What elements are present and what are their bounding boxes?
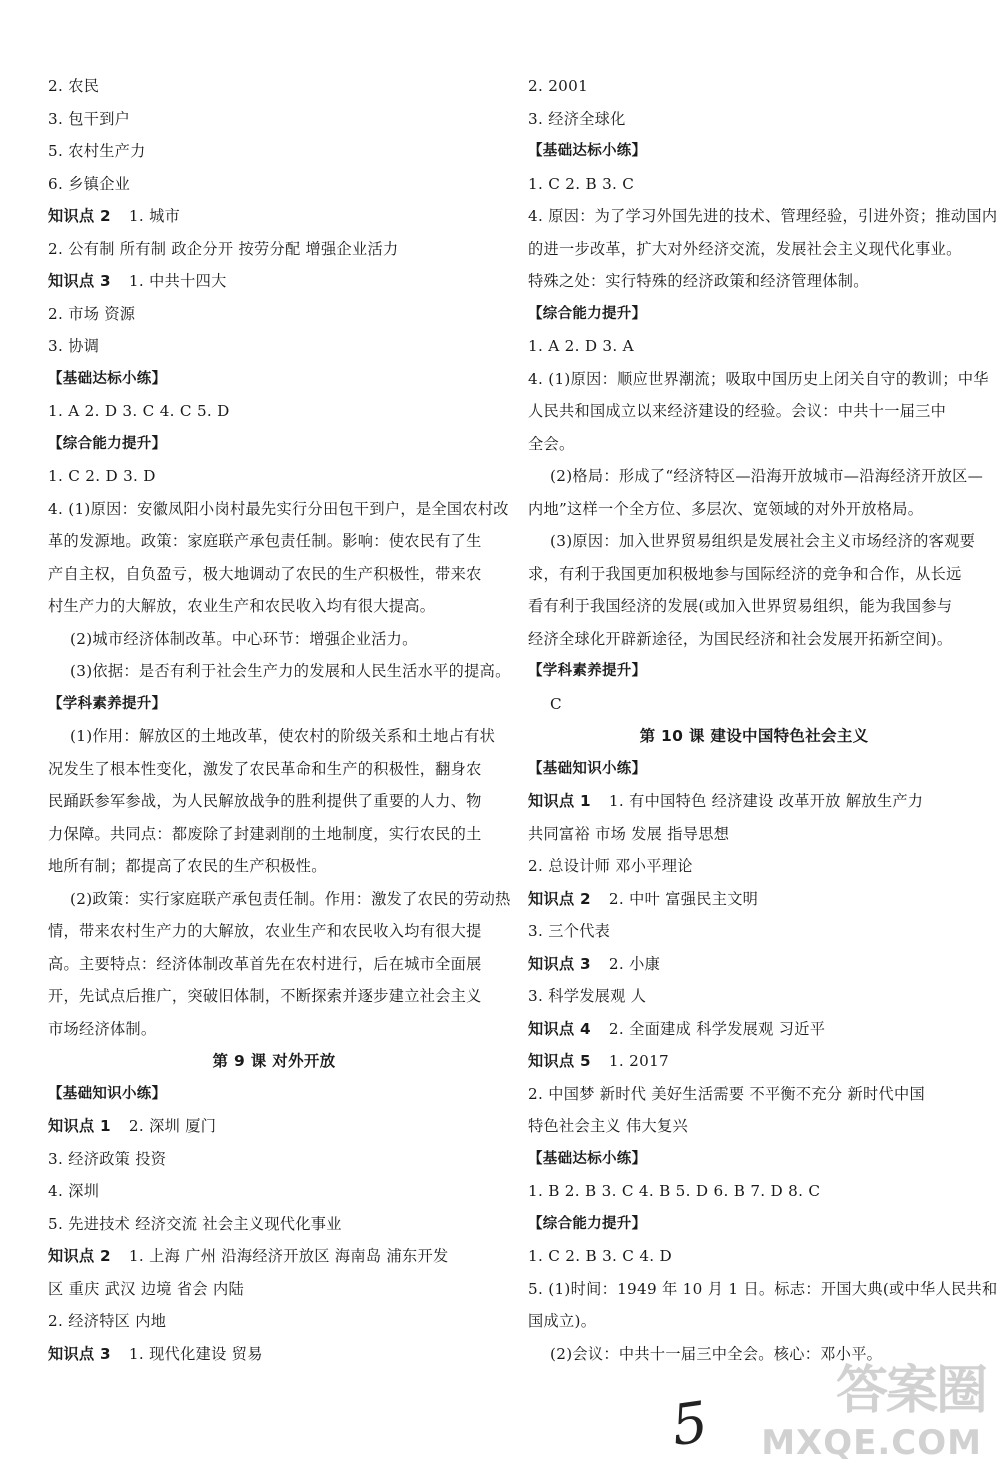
answer-continuation: 求，有利于我国更加积极地参与国际经济的竞争和合作，从长远 [528, 564, 962, 583]
answer-continuation: 产自主权，自负盈亏，极大地调动了农民的生产积极性，带来农 [48, 564, 482, 583]
knowledge-point-line [528, 785, 980, 818]
section-heading: 【基础达标小练】 [528, 143, 647, 159]
answer-line: 共同富裕 市场 发展 指导思想 [528, 824, 730, 843]
answer-line: 特色社会主义 伟大复兴 [528, 1117, 689, 1135]
lesson-title: 第 9 课 对外开放 [212, 1052, 336, 1070]
answer-line: 2. 农民 [48, 77, 100, 95]
answer-continuation: 的进一步改革，扩大对外经济交流，发展社会主义现代化事业。 [528, 239, 962, 258]
knowledge-point-label: 知识点 2 [48, 1247, 111, 1265]
section-heading: 【综合能力提升】 [528, 1215, 647, 1232]
knowledge-point-label: 知识点 2 [48, 207, 111, 225]
answer-subitem: (3)依据：是否有利于社会生产力的发展和人民生活水平的提高。 [70, 662, 511, 680]
answer-continuation: 情，带来农村生产力的大解放，农业生产和农民收入均有很大提 [48, 922, 482, 940]
answer-continuation: 民踊跃参军参战，为人民解放战争的胜利提供了重要的人力、物 [48, 792, 482, 810]
answer-line: 3. 三个代表 [528, 922, 611, 940]
knowledge-point-line [48, 1110, 500, 1143]
answer-subitem: (2)会议：中共十一届三中全会。核心：邓小平。 [550, 1344, 883, 1363]
answer-subitem: (2)城市经济体制改革。中心环节：增强企业活力。 [70, 629, 418, 648]
section-heading: 【基础达标小练】 [528, 1150, 647, 1167]
watermark-url: MXQE.COM [761, 1423, 982, 1463]
answer-continuation: 开，先试点后推广，突破旧体制，不断探索并逐步建立社会主义 [48, 987, 482, 1005]
right-column [528, 70, 998, 1370]
knowledge-point-label: 知识点 1 [48, 1117, 111, 1135]
watermark-text: 答案圈 [835, 1361, 986, 1421]
knowledge-point-answer: 1. 2017 [608, 1052, 669, 1070]
knowledge-point-answer: 1. 有中国特色 经济建设 改革开放 解放生产力 [608, 792, 924, 810]
answer-line: 2. 市场 资源 [48, 304, 136, 323]
knowledge-point-line [48, 200, 500, 233]
answer-subitem: (2)格局：形成了“经济特区—沿海开放城市—沿海经济开放区— [550, 467, 984, 485]
answer-line: 4. (1)原因：顺应世界潮流；吸取中国历史上闭关自守的教训；中华 [528, 369, 989, 388]
knowledge-point-answer: 1. 上海 广州 沿海经济开放区 海南岛 浦东开发 [128, 1247, 449, 1265]
knowledge-point-label: 知识点 5 [528, 1052, 591, 1070]
answer-line: 5. 先进技术 经济交流 社会主义现代化事业 [48, 1214, 342, 1233]
knowledge-point-label: 知识点 4 [528, 1019, 591, 1038]
knowledge-point-answer: 2. 小康 [608, 954, 661, 973]
answer-line: 5. 农村生产力 [48, 142, 146, 160]
section-heading: 【基础知识小练】 [48, 1085, 167, 1102]
section-heading: 【综合能力提升】 [48, 435, 167, 452]
answer-line: 3. 协调 [48, 337, 100, 355]
answer-line: 1. B 2. B 3. C 4. B 5. D 6. B 7. D 8. C [528, 1182, 821, 1200]
answer-continuation: 看有利于我国经济的发展(或加入世界贸易组织，能为我国参与 [528, 597, 953, 615]
knowledge-point-line [48, 1338, 500, 1371]
answer-continuation: 人民共和国成立以来经济建设的经验。会议：中共十一届三中 [528, 402, 947, 420]
answer-line: 2. 2001 [528, 77, 589, 95]
answer-line: 2. 公有制 所有制 政企分开 按劳分配 增强企业活力 [48, 239, 399, 258]
answer-continuation: 特殊之处：实行特殊的经济政策和经济管理体制。 [528, 272, 869, 290]
answer-line: 3. 科学发展观 人 [528, 987, 647, 1005]
knowledge-point-answer: 2. 中叶 富强民主文明 [608, 889, 759, 908]
answer-subitem: C [550, 694, 562, 713]
answer-line: 5. (1)时间：1949 年 10 月 1 日。标志：开国大典(或中华人民共和 [528, 1279, 998, 1298]
knowledge-point-label: 知识点 3 [48, 1344, 111, 1363]
answer-continuation: 况发生了根本性变化，激发了农民革命和生产的积极性，翻身农 [48, 759, 482, 778]
knowledge-point-answer: 2. 深圳 厦门 [128, 1117, 217, 1135]
knowledge-point-label: 知识点 3 [528, 954, 591, 973]
section-heading: 【基础达标小练】 [48, 370, 167, 387]
section-heading: 【基础知识小练】 [528, 760, 647, 777]
answer-line: 2. 经济特区 内地 [48, 1312, 167, 1330]
answer-subitem: (3)原因：加入世界贸易组织是发展社会主义市场经济的客观要 [550, 532, 976, 550]
answer-continuation: 国成立)。 [528, 1312, 597, 1330]
answer-line: 1. C 2. B 3. C 4. D [528, 1247, 673, 1265]
knowledge-point-line [528, 1045, 980, 1078]
knowledge-point-answer: 1. 城市 [128, 207, 181, 225]
section-heading: 【学科素养提升】 [528, 663, 647, 679]
knowledge-point-line [528, 1013, 980, 1046]
knowledge-point-label: 知识点 3 [48, 272, 111, 290]
knowledge-point-answer: 1. 现代化建设 贸易 [128, 1344, 263, 1363]
answer-continuation: 高。主要特点：经济体制改革首先在农村进行，后在城市全面展 [48, 954, 482, 973]
lesson-title: 第 10 课 建设中国特色社会主义 [639, 727, 869, 745]
section-heading: 【学科素养提升】 [48, 695, 167, 712]
left-column [48, 70, 511, 1370]
answer-line: 6. 乡镇企业 [48, 174, 131, 193]
answer-continuation: 内地”这样一个全方位、多层次、宽领域的对外开放格局。 [528, 499, 924, 518]
answer-line: 1. C 2. B 3. C [528, 174, 635, 193]
answer-line: 4. 原因：为了学习外国先进的技术、管理经验，引进外资；推动国内 [528, 207, 998, 225]
knowledge-point-line [48, 265, 500, 298]
answer-continuation: 革的发源地。政策：家庭联产承包责任制。影响：使农民有了生 [48, 532, 482, 550]
answer-line: 4. 深圳 [48, 1182, 100, 1200]
knowledge-point-line [528, 948, 980, 981]
answer-continuation: 全会。 [528, 434, 575, 453]
answer-line: 1. A 2. D 3. C 4. C 5. D [48, 402, 230, 420]
answer-line: 2. 中国梦 新时代 美好生活需要 不平衡不充分 新时代中国 [528, 1084, 925, 1103]
knowledge-point-label: 知识点 2 [528, 889, 591, 908]
knowledge-point-line [48, 1240, 500, 1273]
answer-continuation: 村生产力的大解放，农业生产和农民收入均有很大提高。 [48, 597, 436, 615]
answer-line: 1. C 2. D 3. D [48, 467, 156, 485]
answer-line: 3. 经济政策 投资 [48, 1149, 167, 1168]
answer-line: 区 重庆 武汉 边境 省会 内陆 [48, 1279, 245, 1298]
answer-line: 1. A 2. D 3. A [528, 337, 634, 355]
answer-continuation: 市场经济体制。 [48, 1019, 157, 1038]
answer-subitem: (2)政策：实行家庭联产承包责任制。作用：激发了农民的劳动热 [70, 889, 511, 908]
section-heading: 【综合能力提升】 [528, 305, 647, 322]
answer-continuation: 地所有制；都提高了农民的生产积极性。 [48, 857, 327, 875]
answer-line: 2. 总设计师 邓小平理论 [528, 857, 693, 875]
answer-continuation: 经济全球化开辟新途径，为国民经济和社会发展开拓新空间)。 [528, 629, 953, 648]
knowledge-point-answer: 1. 中共十四大 [128, 272, 227, 290]
answer-continuation: 力保障。共同点：都废除了封建剥削的土地制度，实行农民的土 [48, 824, 482, 843]
answer-line: 3. 经济全球化 [528, 109, 626, 128]
knowledge-point-answer: 2. 全面建成 科学发展观 习近平 [608, 1019, 826, 1038]
handwritten-page-number: 5 [667, 1389, 712, 1460]
answer-line: 4. (1)原因：安徽凤阳小岗村最先实行分田包干到户，是全国农村改 [48, 499, 509, 518]
knowledge-point-label: 知识点 1 [528, 792, 591, 810]
watermark-logo [761, 1348, 986, 1463]
answer-subitem: (1)作用：解放区的土地改革，使农村的阶级关系和土地占有状 [70, 727, 496, 745]
answer-line: 3. 包干到户 [48, 109, 131, 128]
knowledge-point-line [528, 883, 980, 916]
